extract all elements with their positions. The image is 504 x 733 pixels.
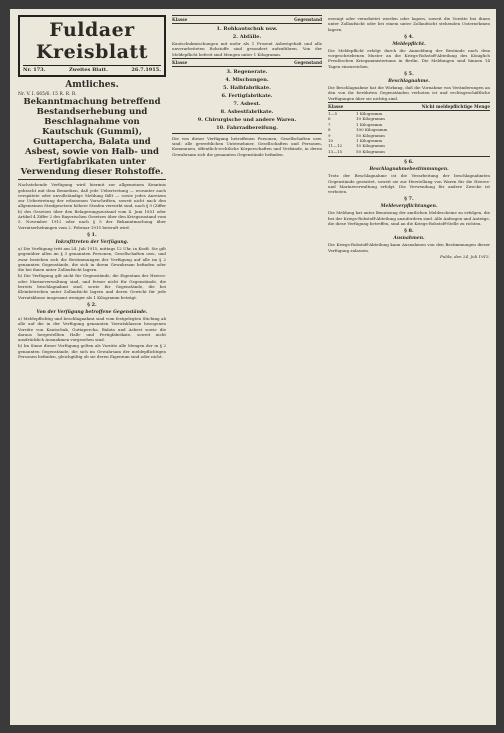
masthead	[18, 15, 166, 77]
section-2-number: § 2.	[87, 301, 97, 308]
paragraph-8: Die Kriegs-Rohstoff-Abteilung kann Ausnahmen von den Bestimmungen dieser Verfügung zulassen.	[328, 242, 490, 253]
row-class: 7	[328, 121, 331, 127]
paragraph-b: Die von dieser Verfügung betroffenen Personen, Gesellschaften usw. sind: alle gewerblichen Unternehmer, Gesellschaften und Personen, Kommunen, öffentlich-rechtliche Körperschaften und Verbände, in deren Gewahrsam sich die genannten Gegenstände befinden.	[172, 135, 322, 157]
paragraph-1b: b) Die Verfügung gilt nicht für Gegenstände, die Eigentum der Heeres- oder Marineverwaltung sind, und ferner nicht für Gegenstände, die bereits beschlagnahmt sind, sowie für Gegenstände, die bei Kleinbetrieben unter Zollaufsicht lagern und deren Gewicht für jede Vorratsklasse insgesamt weniger als 1 Kilogramm beträgt.	[18, 273, 166, 300]
column-middle	[172, 15, 322, 158]
announcement-heading: Bekanntmachung betreffend Bestandserhebung und Beschlagnahme von Kautschuk (Gummi), Guttapercha, Balata und Asbest, sowie von Halb- und Fertigfabrikaten unter Verwendung dieser Rohstoffe.	[20, 97, 164, 178]
edition-label: Zweites Blatt.	[69, 67, 108, 73]
reference-number: Nr. V. I. 665/6. 15 R. R. R.	[18, 92, 77, 97]
column-right	[328, 15, 490, 259]
section-5-title: Beschlagnahme.	[388, 79, 430, 85]
row-quantity: 10 Kilogramm	[356, 116, 385, 122]
section-6-number: § 6.	[404, 159, 414, 166]
section-5-number: § 5.	[404, 71, 414, 78]
group-2: 2. Abfälle.	[232, 34, 262, 40]
row-class: 10	[328, 138, 334, 143]
signature-line: Fulda, den 24. Juli 1915.	[440, 253, 490, 259]
goods-table-header	[172, 15, 322, 24]
section-6-title: Beschlagnahmebestimmungen.	[369, 167, 449, 173]
row-class: 11—12	[328, 143, 343, 149]
row-class: 1—5	[328, 110, 338, 116]
row-class: 13—15	[328, 148, 343, 154]
divider	[172, 133, 322, 134]
row-quantity: 1 Kilogramm	[356, 138, 383, 143]
row-class: 9	[328, 132, 331, 138]
group-6: 6. Fertigfabrikate.	[221, 92, 273, 99]
row-quantity: 1 Kilogramm	[356, 121, 383, 127]
masthead-meta	[23, 65, 161, 73]
paragraph-6: Trotz der Beschlagnahme ist die Verarbeitung der beschlagnahmten Gegenstände gestattet, soweit sie zur Herstellung von Waren für die Heeres- und Marineverwaltung erfolgt. Die Verwendung für andere Zwecke ist verboten.	[328, 173, 490, 195]
row-class: 6	[328, 116, 331, 122]
section-2-title: Von der Verfügung betroffene Gegenstände.	[36, 309, 148, 315]
quantity-table-header	[328, 102, 490, 111]
row-quantity: 50 Kilogramm	[356, 132, 385, 138]
paragraph-2b: b) Im Sinne dieser Verfügung gelten als Vorräte alle Mengen der in § 2 genannten Gegenstände, die sich im Gewahrsam der meldepflichtigen Personen befinden, gleichgültig ob sie deren Eigentum sind oder nicht.	[18, 343, 166, 360]
quantity-table	[328, 111, 490, 154]
section-7-number: § 7.	[404, 196, 414, 203]
issue-number: Nr. 173.	[23, 67, 46, 73]
paragraph-4: Die Meldepflicht erfolgt durch die Anmeldung der Bestände nach dem vorgeschriebenen Muster an die Kriegs-Rohstoff-Abteilung des Königlich Preußischen Kriegsministeriums in Berlin. Die Meldungen sind binnen 14 Tagen einzureichen.	[328, 47, 490, 69]
group-5: 5. Halbfabrikate.	[223, 84, 271, 91]
row-quantity: 1 Kilogramm	[356, 110, 383, 116]
goods-table-header-2	[172, 58, 322, 67]
section-7-title: Meldeverpflichtungen.	[380, 204, 438, 210]
section-8-title: Ausnahmen.	[393, 236, 425, 242]
header-goods-2: Gegenstand	[294, 59, 322, 65]
row-class: 8	[328, 127, 331, 133]
section-4-number: § 4.	[404, 33, 414, 40]
paragraph-7: Die Meldung hat unter Benutzung der amtlichen Meldescheine zu erfolgen, die bei der Kriegs-Rohstoff-Abteilung anzufordern sind. Alle Anfragen und Anträge, die diese Verfügung betreffen, sind an die Kriegs-Rohstoff-Stelle zu richten.	[328, 210, 490, 226]
issue-date: 26.7.1915.	[131, 67, 161, 73]
group-7: 7. Asbest.	[233, 100, 261, 107]
divider	[18, 179, 166, 180]
group-8: 8. Asbestfabrikate.	[220, 108, 274, 115]
paragraph-5: Die Beschlagnahme hat die Wirkung, daß die Vornahme von Veränderungen an den von ihr berührten Gegenständen verboten ist und rechtsgeschäftliche Verfügungen über sie nichtig sind.	[328, 85, 490, 101]
section-title: Amtliches.	[65, 80, 119, 90]
paragraph-a: Kautschukmischungen mit mehr als 1 Prozent Asbestgehalt und alle unverarbeiteten Rohstoffe sind gesondert aufzuführen. Von der Meldepflicht befreit sind Mengen unter 1 Kilogramm.	[172, 41, 322, 57]
section-1-number: § 1.	[87, 231, 97, 238]
row-quantity: 50 Kilogramm	[356, 148, 385, 154]
header-goods: Gegenstand	[294, 17, 322, 22]
intro-paragraph: Nachstehende Verfügung wird hiermit zur allgemeinen Kenntnis gebracht mit dem Bemerken, daß jede Uebertretung — worunter auch verspätete oder unvollständige Meldung fällt — sowie jedes Anreizen zur Uebertretung der erlassenen Vorschriften, soweit nicht nach den allgemeinen Strafgesetzen höhere Strafen verwirkt sind, nach § 9 (Ziffer b) des Gesetzes über den Belagerungszustand vom 4. Juni 1851 oder Artikel 4 Ziffer 2 des Bayerischen Gesetzes über den Kriegszustand vom 5. November 1912 oder nach § 5 der Bekanntmachung über Vorratserhebungen vom 2. Februar 1915 bestraft wird.	[18, 182, 166, 230]
newspaper-page	[10, 9, 496, 725]
section-1-title: Inkrafttreten der Verfügung.	[55, 239, 129, 245]
header-class: Klasse	[172, 17, 188, 22]
group-1: 1. Rohkautschuk usw.	[216, 26, 278, 32]
masthead-title: Fuldaer Kreisblatt	[36, 19, 148, 63]
row-quantity: 100 Kilogramm	[356, 127, 388, 133]
group-3: 3. Regenerate.	[226, 68, 268, 75]
header-class: Klasse	[328, 103, 344, 109]
paragraph-2a: a) Meldepflichtig und beschlagnahmt sind vom festgelegten Stichtag ab alle auf die in der Verfügung genannten Vorratsklassen bezogenen Vorräte von Kautschuk, Guttapercha, Balata und Asbest sowie die daraus hergestellten Halb- und Fertigfabrikate, soweit nicht ausdrücklich Ausnahmen vorgesehen sind.	[18, 315, 166, 343]
paragraph-continued: erzeugt oder verarbeitet werden oder lagern, soweit die Vorräte bei ihnen unter Zollaufsicht oder bei einem unter Zollaufsicht stehenden Unternehmen lagern.	[328, 16, 490, 32]
header-class-2: Klasse	[172, 59, 188, 65]
group-9: 9. Chirurgische und andere Waren.	[197, 116, 297, 123]
row-quantity: 10 Kilogramm	[356, 143, 385, 149]
paragraph-1a: a) Die Verfügung tritt am 24. Juli 1915, mittags 12 Uhr, in Kraft. Sie gilt gegenüber allen im § 3 genannten Personen, Gesellschaften usw., und zwar beziehen sich die Bestimmungen der Verfügung auf alle im § 2 genannten Gegenstände, die sich in ihrem Gewahrsam befinden oder die bei ihnen unter Zollaufsicht lagern.	[18, 245, 166, 273]
table-row	[328, 149, 490, 154]
section-8-number: § 8.	[404, 228, 414, 235]
column-left	[18, 15, 166, 360]
header-quantity: Nicht meldepflichtige Menge	[421, 103, 490, 109]
group-4: 4. Mischungen.	[225, 76, 269, 83]
group-10: 10. Fahrradbereifung.	[216, 124, 278, 131]
divider	[328, 156, 490, 157]
section-4-title: Meldepflicht.	[392, 41, 426, 47]
